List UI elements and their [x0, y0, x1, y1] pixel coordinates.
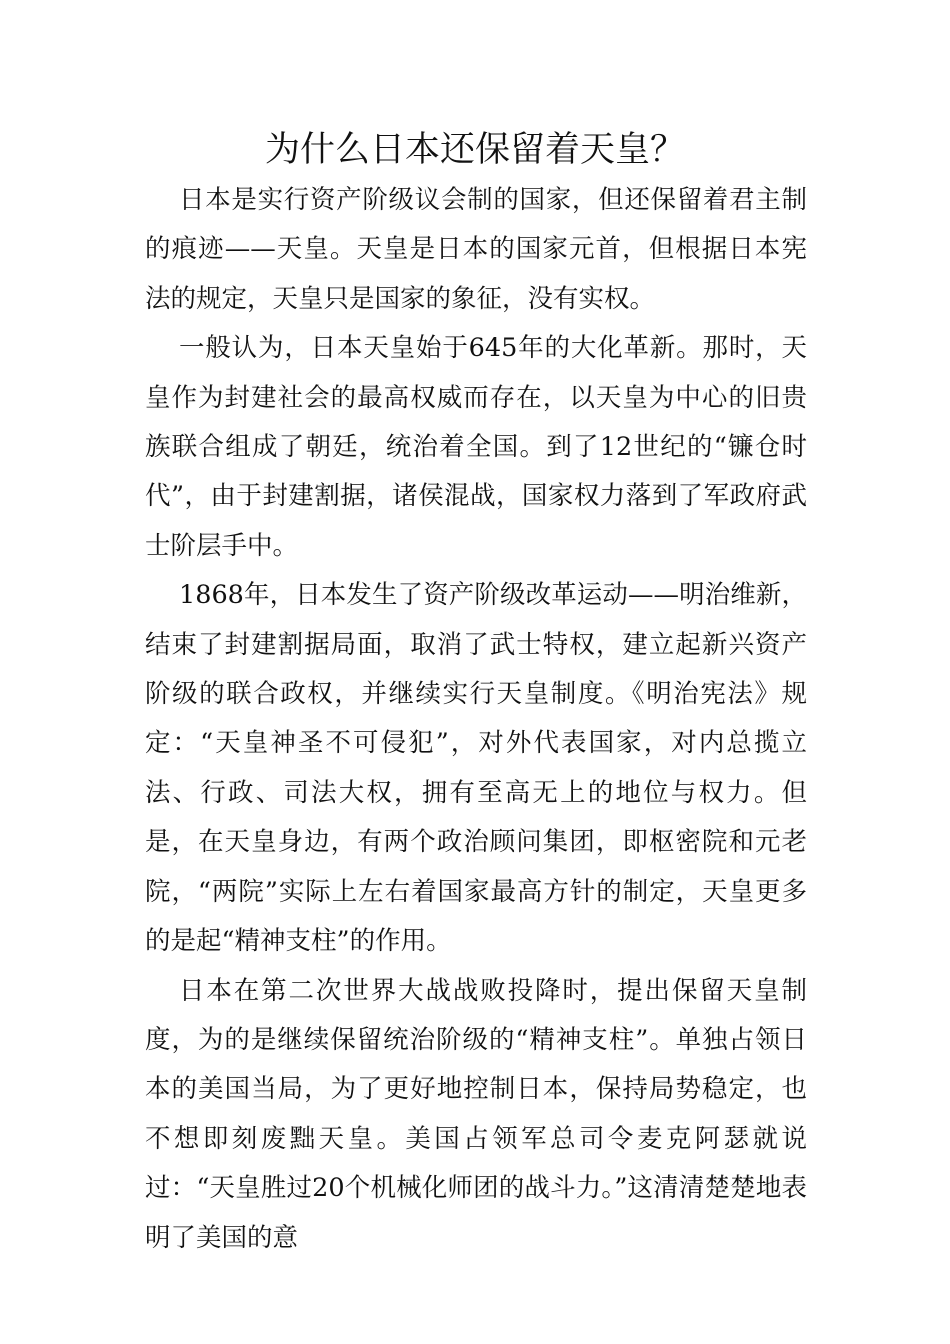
paragraph: 1868年，日本发生了资产阶级改革运动——明治维新，结束了封建割据局面，取消了武士特权，建立起新兴资产阶级的联合政权，并继续实行天皇制度。《明治宪法》规定：“天皇神圣不可侵犯”，对外代表国家，对内总揽立法、行政、司法大权，拥有至高无上的地位与权力。但是，在天皇身边，有两个政治顾问集团，即枢密院和元老院，“两院”实际上左右着国家最高方针的制定，天皇更多的是起“精神支柱”的作用。: [145, 580, 807, 957]
paragraph: 日本是实行资产阶级议会制的国家，但还保留着君主制的痕迹——天皇。天皇是日本的国家元首，但根据日本宪法的规定，天皇只是国家的象征，没有实权。: [145, 185, 807, 314]
document-body: [145, 176, 807, 1263]
document-title: 为什么日本还保留着天皇？: [264, 130, 685, 170]
paragraph: 日本在第二次世界大战战败投降时，提出保留天皇制度，为的是继续保留统治阶级的“精神支柱”。单独占领日本的美国当局，为了更好地控制日本，保持局势稳定，也不想即刻废黜天皇。美国占领军总司令麦克阿瑟就说过：“天皇胜过20个机械化师团的战斗力。”这清清楚楚地表明了美国的意: [145, 975, 807, 1253]
paragraph: 一般认为，日本天皇始于645年的大化革新。那时，天皇作为封建社会的最高权威而存在，以天皇为中心的旧贵族联合组成了朝廷，统治着全国。到了12世纪的“镰仓时代”，由于封建割据，诸侯混战，国家权力落到了军政府武士阶层手中。: [145, 333, 807, 561]
